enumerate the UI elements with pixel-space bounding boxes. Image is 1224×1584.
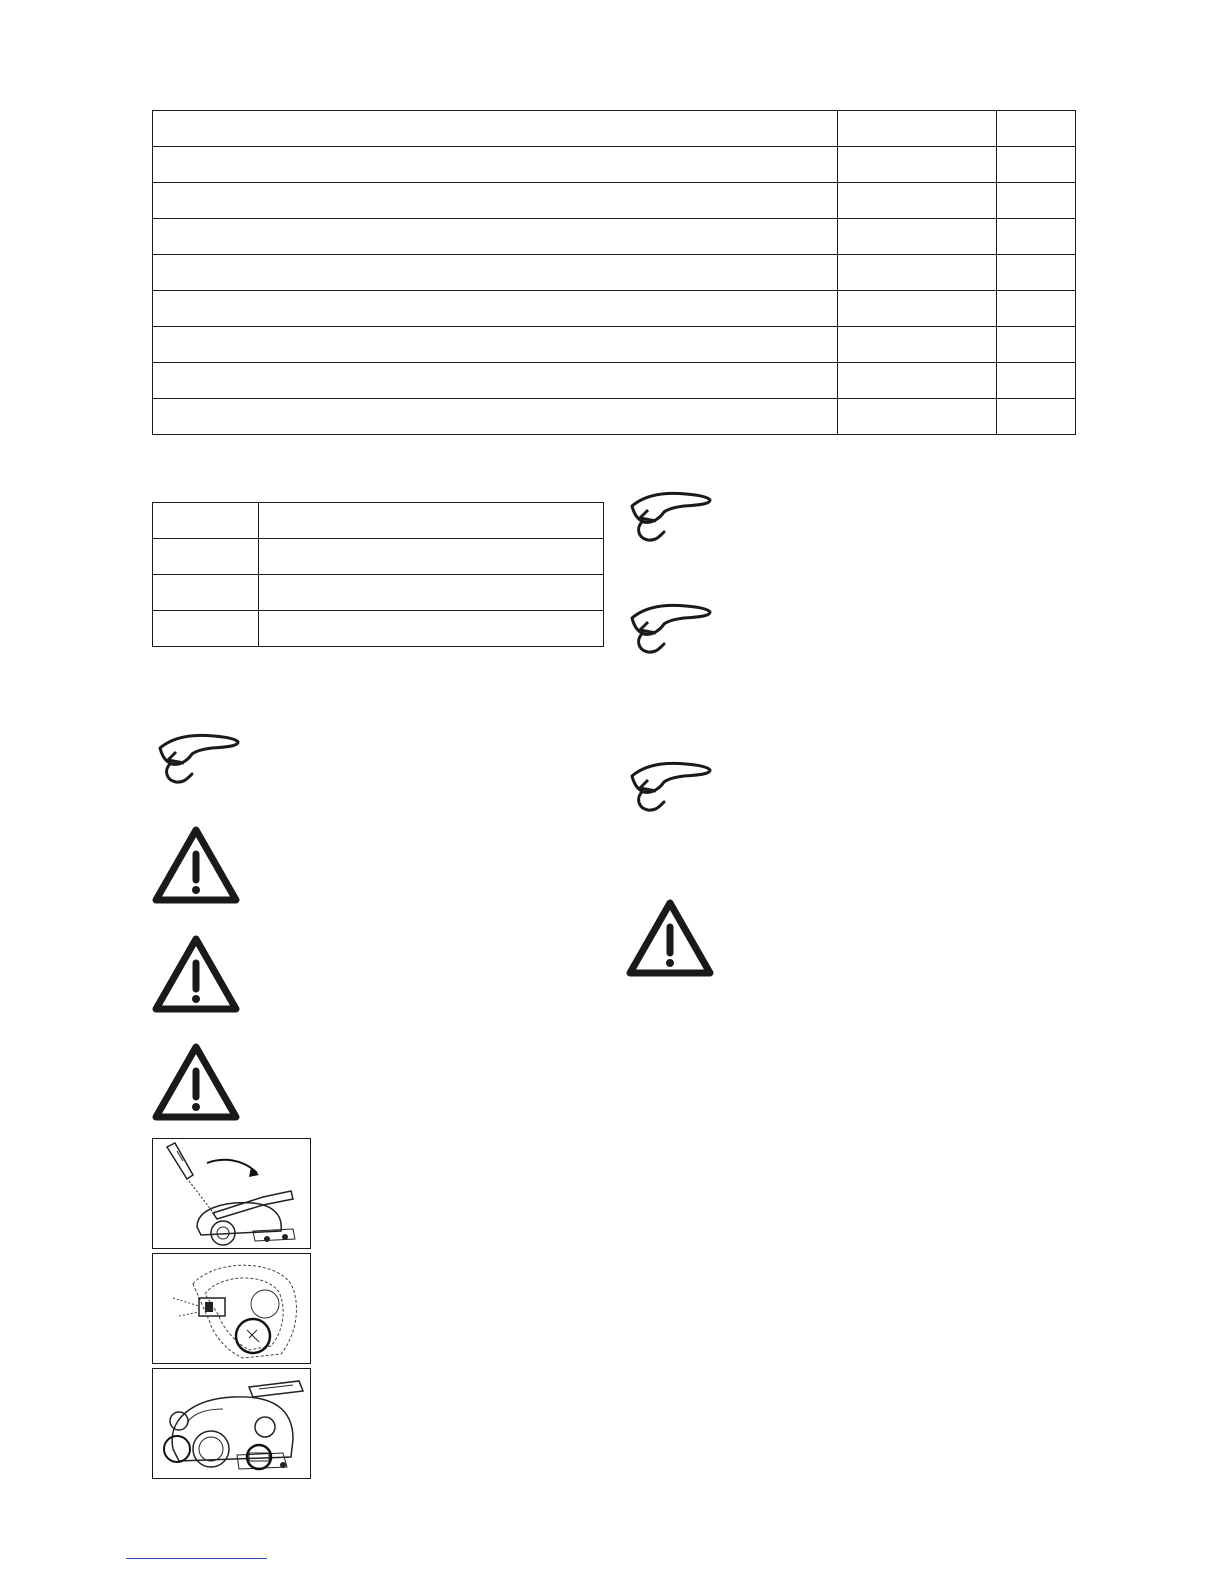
table-cell: [838, 327, 997, 363]
table-cell: [838, 255, 997, 291]
warning-triangle-icon: [152, 935, 240, 1013]
table-row: [153, 539, 604, 575]
table-cell: [997, 147, 1076, 183]
figure-hose-reel-detail: [152, 1253, 311, 1364]
table-row: [153, 399, 1076, 435]
pointing-hand-icon: [626, 488, 716, 550]
table-cell: [838, 147, 997, 183]
table-cell: [153, 503, 259, 539]
table-cell: [838, 399, 997, 435]
table-cell: [997, 327, 1076, 363]
table-cell: [997, 111, 1076, 147]
warning-triangle-icon: [152, 1043, 240, 1121]
table-cell: [838, 219, 997, 255]
table-cell: [153, 255, 838, 291]
table-cell: [259, 503, 604, 539]
table-row: [153, 611, 604, 647]
table-cell: [153, 291, 838, 327]
warning-triangle-icon: [626, 899, 714, 977]
table-cell: [259, 575, 604, 611]
specification-table: [152, 110, 1076, 435]
table-cell: [153, 363, 838, 399]
table-cell: [997, 363, 1076, 399]
table-row: [153, 147, 1076, 183]
table-row: [153, 255, 1076, 291]
table-cell: [997, 255, 1076, 291]
footer-link-underline: [126, 1558, 267, 1559]
secondary-table: [152, 502, 604, 647]
table-cell: [997, 291, 1076, 327]
table-cell: [838, 111, 997, 147]
table-cell: [153, 611, 259, 647]
pointing-hand-icon: [626, 758, 716, 820]
warning-triangle-icon: [152, 826, 240, 904]
table-row: [153, 503, 604, 539]
table-row: [153, 575, 604, 611]
table-row: [153, 183, 1076, 219]
table-row: [153, 363, 1076, 399]
table-cell: [153, 575, 259, 611]
table-cell: [153, 219, 838, 255]
table-cell: [153, 183, 838, 219]
pointing-hand-icon: [154, 730, 244, 792]
table-cell: [838, 363, 997, 399]
table-cell: [153, 327, 838, 363]
table-cell: [259, 539, 604, 575]
table-cell: [838, 291, 997, 327]
table-cell: [153, 147, 838, 183]
table-cell: [259, 611, 604, 647]
table-cell: [153, 111, 838, 147]
table-row: [153, 291, 1076, 327]
table-cell: [997, 183, 1076, 219]
pointing-hand-icon: [626, 600, 716, 662]
table-row: [153, 219, 1076, 255]
table-cell: [997, 219, 1076, 255]
table-cell: [153, 539, 259, 575]
figure-lance-insert: [152, 1138, 311, 1249]
table-cell: [153, 399, 838, 435]
table-cell: [838, 183, 997, 219]
table-cell: [997, 399, 1076, 435]
table-row: [153, 111, 1076, 147]
figure-machine-side-view: [152, 1368, 311, 1479]
table-row: [153, 327, 1076, 363]
